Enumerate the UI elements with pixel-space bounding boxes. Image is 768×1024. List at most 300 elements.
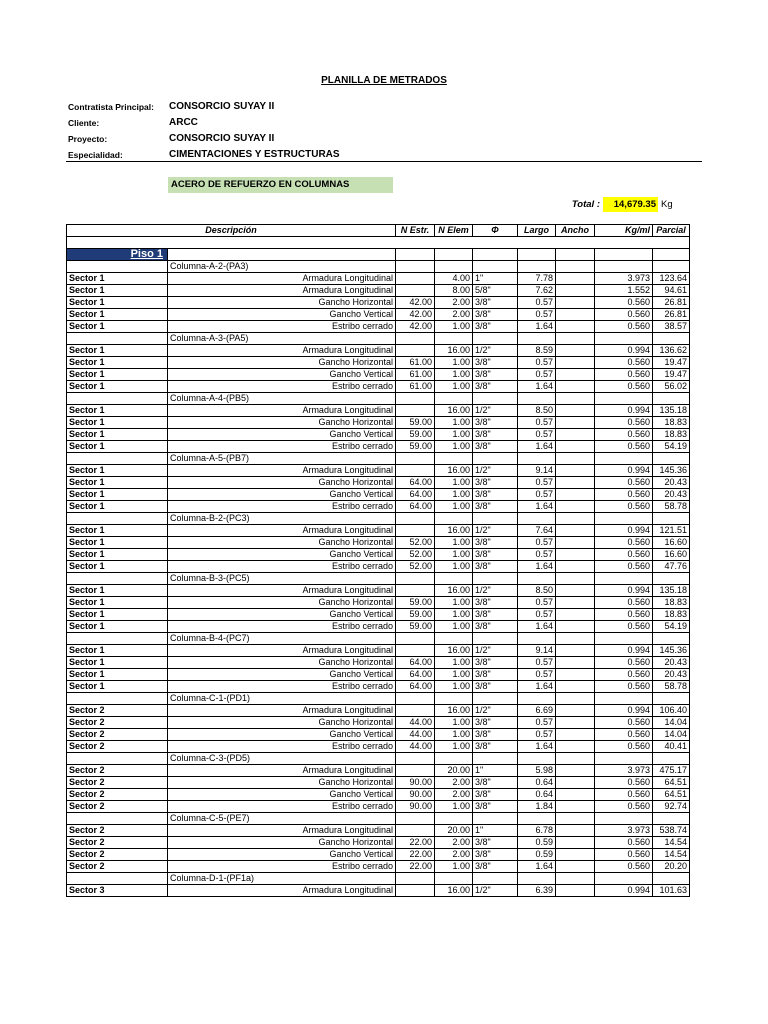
sector-cell: Sector 1	[67, 404, 168, 416]
parcial-cell: 92.74	[653, 800, 690, 812]
table-row	[67, 476, 690, 488]
column-group-row	[67, 632, 690, 644]
n-estr-cell: 59.00	[396, 428, 435, 440]
ancho-cell	[556, 788, 595, 800]
largo-cell: 5.98	[518, 764, 556, 776]
largo-cell: 0.57	[518, 428, 556, 440]
kgml-cell: 3.973	[595, 764, 653, 776]
sector-cell: Sector 1	[67, 524, 168, 536]
n-elem-cell: 1.00	[435, 488, 473, 500]
kgml-cell: 0.994	[595, 884, 653, 896]
kgml-cell: 0.560	[595, 320, 653, 332]
column-group-name: Columna-C-3-(PD5)	[168, 752, 396, 764]
n-elem-cell: 16.00	[435, 644, 473, 656]
parcial-cell: 20.43	[653, 668, 690, 680]
table-row	[67, 404, 690, 416]
sector-cell: Sector 1	[67, 368, 168, 380]
n-estr-cell	[396, 272, 435, 284]
ancho-cell	[556, 476, 595, 488]
table-row	[67, 440, 690, 452]
ancho-cell	[556, 824, 595, 836]
description-cell: Gancho Horizontal	[168, 296, 396, 308]
n-estr-cell: 90.00	[396, 800, 435, 812]
parcial-cell: 47.76	[653, 560, 690, 572]
phi-cell: 1/2"	[473, 404, 518, 416]
description-cell: Armadura Longitudinal	[168, 344, 396, 356]
parcial-cell: 54.19	[653, 440, 690, 452]
sector-cell: Sector 2	[67, 824, 168, 836]
n-elem-cell: 16.00	[435, 404, 473, 416]
phi-cell: 1/2"	[473, 884, 518, 896]
phi-cell: 1"	[473, 824, 518, 836]
parcial-cell: 26.81	[653, 308, 690, 320]
table-row	[67, 380, 690, 392]
phi-cell: 1/2"	[473, 344, 518, 356]
parcial-cell: 121.51	[653, 524, 690, 536]
kgml-cell: 0.560	[595, 308, 653, 320]
largo-cell: 7.64	[518, 524, 556, 536]
sector-cell: Sector 2	[67, 776, 168, 788]
ancho-cell	[556, 428, 595, 440]
kgml-cell: 0.560	[595, 416, 653, 428]
parcial-cell: 18.83	[653, 596, 690, 608]
ancho-cell	[556, 308, 595, 320]
piso-row	[67, 248, 690, 260]
sector-cell: Sector 2	[67, 716, 168, 728]
kgml-cell: 0.994	[595, 524, 653, 536]
ancho-cell	[556, 296, 595, 308]
kgml-cell: 0.560	[595, 656, 653, 668]
sector-cell: Sector 1	[67, 680, 168, 692]
phi-cell: 3/8"	[473, 536, 518, 548]
header-label-proyecto: Proyecto:	[68, 134, 108, 144]
phi-cell: 3/8"	[473, 296, 518, 308]
description-cell: Estribo cerrado	[168, 500, 396, 512]
parcial-cell: 58.78	[653, 680, 690, 692]
table-row	[67, 824, 690, 836]
kgml-cell: 0.560	[595, 368, 653, 380]
ancho-cell	[556, 500, 595, 512]
ancho-cell	[556, 488, 595, 500]
sector-cell: Sector 1	[67, 668, 168, 680]
parcial-cell: 38.57	[653, 320, 690, 332]
n-estr-cell: 44.00	[396, 728, 435, 740]
largo-cell: 0.57	[518, 608, 556, 620]
header-value-especialidad: CIMENTACIONES Y ESTRUCTURAS	[169, 149, 340, 160]
n-elem-cell: 16.00	[435, 464, 473, 476]
n-elem-cell: 1.00	[435, 536, 473, 548]
n-elem-cell: 16.00	[435, 524, 473, 536]
column-group-row	[67, 812, 690, 824]
n-estr-cell: 42.00	[396, 308, 435, 320]
n-estr-cell: 61.00	[396, 368, 435, 380]
n-estr-cell: 22.00	[396, 860, 435, 872]
kgml-cell: 0.560	[595, 680, 653, 692]
piso-label: Piso 1	[67, 248, 168, 260]
sector-cell: Sector 1	[67, 416, 168, 428]
ancho-cell	[556, 860, 595, 872]
phi-cell: 3/8"	[473, 356, 518, 368]
table-row	[67, 596, 690, 608]
largo-cell: 1.64	[518, 860, 556, 872]
n-elem-cell: 1.00	[435, 740, 473, 752]
largo-cell: 0.57	[518, 368, 556, 380]
ancho-cell	[556, 800, 595, 812]
table-row	[67, 608, 690, 620]
phi-cell: 3/8"	[473, 368, 518, 380]
kgml-cell: 0.560	[595, 560, 653, 572]
parcial-cell: 135.18	[653, 584, 690, 596]
sector-cell: Sector 2	[67, 848, 168, 860]
phi-cell: 3/8"	[473, 476, 518, 488]
ancho-cell	[556, 464, 595, 476]
header-label-especialidad: Especialidad:	[68, 150, 123, 160]
ancho-cell	[556, 644, 595, 656]
kgml-cell: 0.560	[595, 500, 653, 512]
parcial-cell: 136.62	[653, 344, 690, 356]
sector-cell: Sector 1	[67, 284, 168, 296]
sector-cell: Sector 1	[67, 344, 168, 356]
largo-cell: 8.50	[518, 584, 556, 596]
phi-cell: 3/8"	[473, 548, 518, 560]
largo-cell: 0.57	[518, 728, 556, 740]
n-elem-cell: 16.00	[435, 884, 473, 896]
parcial-cell: 19.47	[653, 356, 690, 368]
phi-cell: 3/8"	[473, 500, 518, 512]
kgml-cell: 0.560	[595, 788, 653, 800]
phi-cell: 3/8"	[473, 776, 518, 788]
largo-cell: 1.64	[518, 620, 556, 632]
largo-cell: 6.39	[518, 884, 556, 896]
table-body	[67, 237, 690, 897]
largo-cell: 0.57	[518, 596, 556, 608]
sector-cell: Sector 1	[67, 620, 168, 632]
phi-cell: 3/8"	[473, 848, 518, 860]
description-cell: Gancho Vertical	[168, 608, 396, 620]
column-group-name: Columna-A-5-(PB7)	[168, 452, 396, 464]
n-elem-cell: 1.00	[435, 368, 473, 380]
description-cell: Gancho Vertical	[168, 488, 396, 500]
n-estr-cell: 22.00	[396, 848, 435, 860]
section-title: ACERO DE REFUERZO EN COLUMNAS	[168, 177, 393, 193]
n-elem-cell: 2.00	[435, 296, 473, 308]
n-elem-cell: 1.00	[435, 476, 473, 488]
n-estr-cell: 59.00	[396, 440, 435, 452]
phi-cell: 3/8"	[473, 560, 518, 572]
column-group-name: Columna-B-4-(PC7)	[168, 632, 396, 644]
metrados-table	[66, 224, 690, 897]
header-value-contratista: CONSORCIO SUYAY II	[169, 101, 275, 112]
kgml-cell: 0.994	[595, 584, 653, 596]
n-elem-cell: 1.00	[435, 500, 473, 512]
table-row	[67, 488, 690, 500]
phi-cell: 1/2"	[473, 644, 518, 656]
n-estr-cell	[396, 704, 435, 716]
parcial-cell: 18.83	[653, 428, 690, 440]
ancho-cell	[556, 776, 595, 788]
phi-cell: 3/8"	[473, 596, 518, 608]
phi-cell: 3/8"	[473, 788, 518, 800]
sector-cell: Sector 1	[67, 356, 168, 368]
kgml-cell: 0.560	[595, 716, 653, 728]
n-estr-cell: 59.00	[396, 416, 435, 428]
sector-cell: Sector 1	[67, 548, 168, 560]
largo-cell: 0.59	[518, 836, 556, 848]
n-estr-cell: 52.00	[396, 536, 435, 548]
col-header-descripcion: Descripción	[67, 225, 396, 237]
sector-cell: Sector 1	[67, 608, 168, 620]
ancho-cell	[556, 740, 595, 752]
n-estr-cell	[396, 584, 435, 596]
phi-cell: 3/8"	[473, 308, 518, 320]
description-cell: Gancho Horizontal	[168, 416, 396, 428]
phi-cell: 3/8"	[473, 428, 518, 440]
phi-cell: 3/8"	[473, 668, 518, 680]
largo-cell: 0.57	[518, 656, 556, 668]
ancho-cell	[556, 416, 595, 428]
column-group-name: Columna-C-1-(PD1)	[168, 692, 396, 704]
description-cell: Armadura Longitudinal	[168, 824, 396, 836]
largo-cell: 0.57	[518, 416, 556, 428]
ancho-cell	[556, 440, 595, 452]
sector-cell: Sector 1	[67, 476, 168, 488]
n-elem-cell: 16.00	[435, 344, 473, 356]
total-unit: Kg	[661, 199, 673, 210]
col-header-parcial: Parcial	[653, 225, 690, 237]
sector-cell: Sector 1	[67, 500, 168, 512]
largo-cell: 6.69	[518, 704, 556, 716]
column-group-row	[67, 872, 690, 884]
description-cell: Armadura Longitudinal	[168, 404, 396, 416]
largo-cell: 9.14	[518, 644, 556, 656]
phi-cell: 3/8"	[473, 380, 518, 392]
col-header-phi: Φ	[473, 225, 518, 237]
largo-cell: 0.57	[518, 356, 556, 368]
ancho-cell	[556, 668, 595, 680]
n-elem-cell: 1.00	[435, 680, 473, 692]
col-header-n-estr: N Estr.	[396, 225, 435, 237]
description-cell: Gancho Horizontal	[168, 656, 396, 668]
table-row	[67, 548, 690, 560]
n-estr-cell: 42.00	[396, 296, 435, 308]
parcial-cell: 56.02	[653, 380, 690, 392]
sector-cell: Sector 2	[67, 764, 168, 776]
description-cell: Estribo cerrado	[168, 800, 396, 812]
phi-cell: 1/2"	[473, 704, 518, 716]
ancho-cell	[556, 884, 595, 896]
sector-cell: Sector 2	[67, 860, 168, 872]
table-row	[67, 668, 690, 680]
description-cell: Gancho Vertical	[168, 668, 396, 680]
largo-cell: 1.64	[518, 560, 556, 572]
description-cell: Estribo cerrado	[168, 440, 396, 452]
ancho-cell	[556, 320, 595, 332]
kgml-cell: 0.560	[595, 836, 653, 848]
largo-cell: 1.64	[518, 740, 556, 752]
description-cell: Gancho Horizontal	[168, 536, 396, 548]
n-elem-cell: 1.00	[435, 800, 473, 812]
phi-cell: 3/8"	[473, 836, 518, 848]
kgml-cell: 0.560	[595, 296, 653, 308]
description-cell: Armadura Longitudinal	[168, 704, 396, 716]
table-header-row	[67, 225, 690, 237]
kgml-cell: 3.973	[595, 824, 653, 836]
description-cell: Gancho Vertical	[168, 308, 396, 320]
header-divider	[66, 161, 702, 162]
description-cell: Gancho Horizontal	[168, 356, 396, 368]
ancho-cell	[556, 380, 595, 392]
phi-cell: 1"	[473, 272, 518, 284]
n-elem-cell: 1.00	[435, 428, 473, 440]
largo-cell: 0.57	[518, 476, 556, 488]
column-group-row	[67, 512, 690, 524]
n-elem-cell: 8.00	[435, 284, 473, 296]
column-group-row	[67, 260, 690, 272]
phi-cell: 3/8"	[473, 440, 518, 452]
n-estr-cell: 64.00	[396, 668, 435, 680]
parcial-cell: 18.83	[653, 608, 690, 620]
sector-cell: Sector 1	[67, 644, 168, 656]
kgml-cell: 0.560	[595, 860, 653, 872]
table-row	[67, 464, 690, 476]
n-estr-cell: 64.00	[396, 656, 435, 668]
largo-cell: 1.64	[518, 380, 556, 392]
kgml-cell: 0.560	[595, 608, 653, 620]
table-row	[67, 500, 690, 512]
parcial-cell: 145.36	[653, 644, 690, 656]
kgml-cell: 0.560	[595, 356, 653, 368]
table-row	[67, 428, 690, 440]
sector-cell: Sector 2	[67, 788, 168, 800]
n-estr-cell	[396, 524, 435, 536]
ancho-cell	[556, 608, 595, 620]
description-cell: Gancho Horizontal	[168, 476, 396, 488]
kgml-cell: 0.560	[595, 548, 653, 560]
parcial-cell: 20.43	[653, 488, 690, 500]
ancho-cell	[556, 356, 595, 368]
n-elem-cell: 2.00	[435, 308, 473, 320]
table-row	[67, 776, 690, 788]
largo-cell: 0.57	[518, 716, 556, 728]
largo-cell: 0.64	[518, 788, 556, 800]
column-group-name: Columna-A-2-(PA3)	[168, 260, 396, 272]
kgml-cell: 0.560	[595, 428, 653, 440]
kgml-cell: 0.994	[595, 404, 653, 416]
parcial-cell: 16.60	[653, 548, 690, 560]
table-row	[67, 584, 690, 596]
n-elem-cell: 1.00	[435, 320, 473, 332]
description-cell: Armadura Longitudinal	[168, 464, 396, 476]
table-row	[67, 680, 690, 692]
table-row	[67, 524, 690, 536]
description-cell: Gancho Vertical	[168, 548, 396, 560]
col-header-ancho: Ancho	[556, 225, 595, 237]
sector-cell: Sector 2	[67, 728, 168, 740]
description-cell: Armadura Longitudinal	[168, 644, 396, 656]
table-row	[67, 320, 690, 332]
table-row	[67, 272, 690, 284]
phi-cell: 3/8"	[473, 608, 518, 620]
largo-cell: 1.64	[518, 320, 556, 332]
column-group-name: Columna-A-3-(PA5)	[168, 332, 396, 344]
kgml-cell: 0.560	[595, 596, 653, 608]
sector-cell: Sector 1	[67, 296, 168, 308]
parcial-cell: 475.17	[653, 764, 690, 776]
kgml-cell: 0.560	[595, 740, 653, 752]
sector-cell: Sector 1	[67, 584, 168, 596]
table-row	[67, 860, 690, 872]
description-cell: Gancho Vertical	[168, 728, 396, 740]
phi-cell: 3/8"	[473, 320, 518, 332]
ancho-cell	[556, 548, 595, 560]
sector-cell: Sector 1	[67, 272, 168, 284]
n-estr-cell: 59.00	[396, 608, 435, 620]
largo-cell: 0.59	[518, 848, 556, 860]
n-elem-cell: 1.00	[435, 596, 473, 608]
page-title: PLANILLA DE METRADOS	[321, 75, 447, 86]
n-estr-cell	[396, 644, 435, 656]
largo-cell: 0.57	[518, 548, 556, 560]
table-row	[67, 416, 690, 428]
column-group-row	[67, 752, 690, 764]
largo-cell: 1.64	[518, 500, 556, 512]
largo-cell: 0.57	[518, 296, 556, 308]
sector-cell: Sector 1	[67, 308, 168, 320]
kgml-cell: 0.560	[595, 728, 653, 740]
parcial-cell: 20.43	[653, 656, 690, 668]
n-elem-cell: 1.00	[435, 548, 473, 560]
sector-cell: Sector 2	[67, 800, 168, 812]
largo-cell: 1.84	[518, 800, 556, 812]
description-cell: Gancho Horizontal	[168, 836, 396, 848]
description-cell: Armadura Longitudinal	[168, 764, 396, 776]
n-elem-cell: 1.00	[435, 668, 473, 680]
n-elem-cell: 1.00	[435, 560, 473, 572]
n-elem-cell: 1.00	[435, 380, 473, 392]
n-elem-cell: 2.00	[435, 788, 473, 800]
n-estr-cell: 52.00	[396, 560, 435, 572]
phi-cell: 3/8"	[473, 416, 518, 428]
n-estr-cell: 61.00	[396, 356, 435, 368]
sector-cell: Sector 1	[67, 320, 168, 332]
table-row	[67, 656, 690, 668]
kgml-cell: 0.560	[595, 476, 653, 488]
n-estr-cell: 64.00	[396, 680, 435, 692]
parcial-cell: 64.51	[653, 788, 690, 800]
table-row	[67, 740, 690, 752]
n-estr-cell: 90.00	[396, 788, 435, 800]
ancho-cell	[556, 524, 595, 536]
ancho-cell	[556, 404, 595, 416]
ancho-cell	[556, 272, 595, 284]
ancho-cell	[556, 620, 595, 632]
description-cell: Gancho Vertical	[168, 788, 396, 800]
n-elem-cell: 2.00	[435, 836, 473, 848]
table-row	[67, 716, 690, 728]
description-cell: Gancho Vertical	[168, 428, 396, 440]
n-estr-cell	[396, 464, 435, 476]
column-group-row	[67, 692, 690, 704]
n-elem-cell: 20.00	[435, 824, 473, 836]
largo-cell: 9.14	[518, 464, 556, 476]
n-elem-cell: 1.00	[435, 656, 473, 668]
phi-cell: 1"	[473, 764, 518, 776]
kgml-cell: 0.560	[595, 488, 653, 500]
column-group-row	[67, 572, 690, 584]
table-row	[67, 836, 690, 848]
largo-cell: 8.50	[518, 404, 556, 416]
total-value: 14,679.35	[603, 197, 658, 212]
